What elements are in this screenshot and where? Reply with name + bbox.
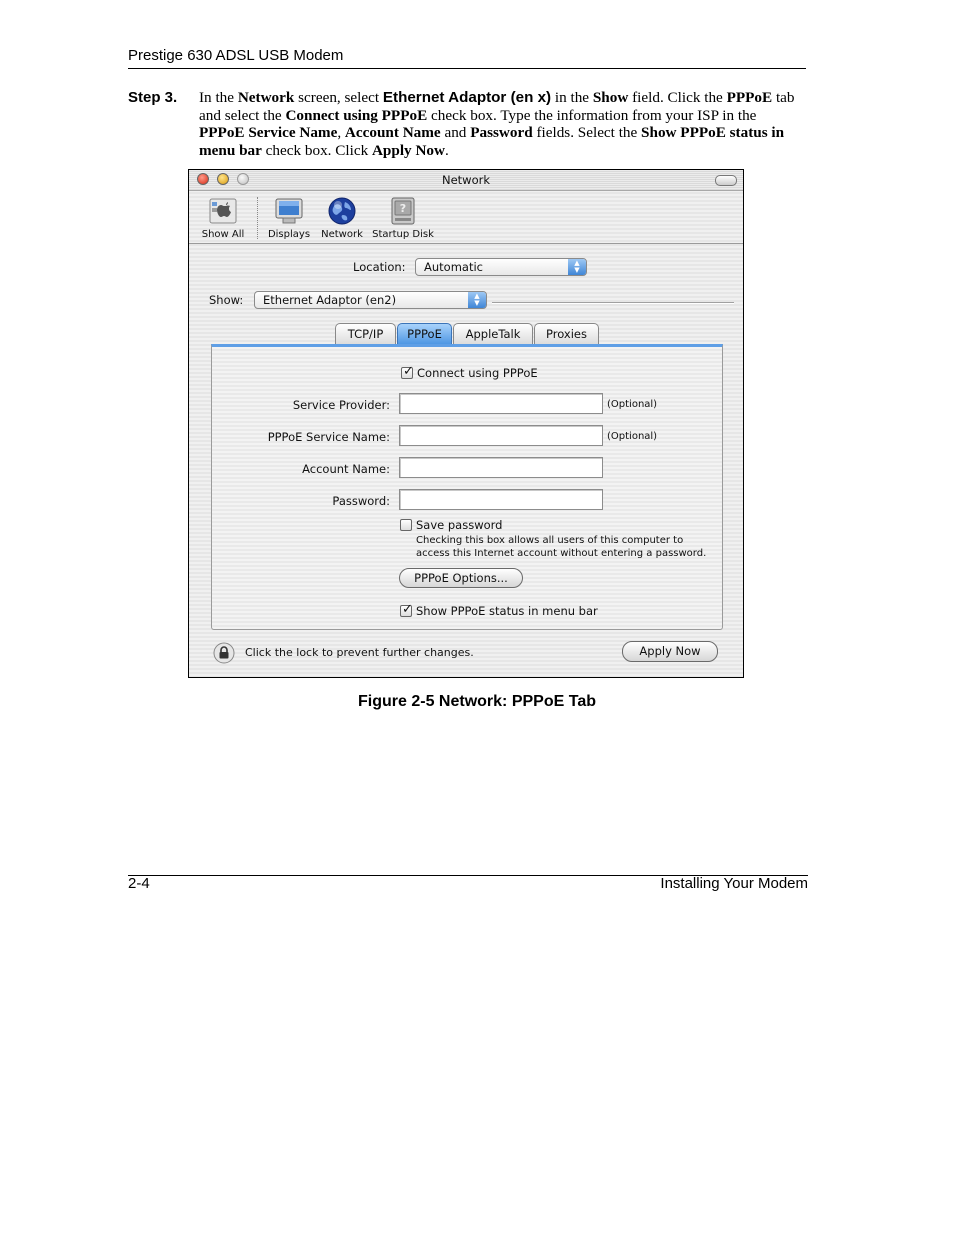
footer-page-number: 2-4 bbox=[128, 875, 150, 892]
step-text-run: , bbox=[337, 124, 345, 141]
connect-checkbox[interactable] bbox=[401, 364, 414, 379]
account-name-input[interactable] bbox=[399, 457, 603, 478]
step-text-run: Apply Now bbox=[371, 141, 445, 159]
toolbar-label: Show All bbox=[201, 229, 245, 240]
toolbar-show-all[interactable] bbox=[195, 196, 251, 240]
step-text-run: Connect using PPPoE bbox=[285, 106, 428, 124]
step-text-run: Show PPPoE status in menu bar bbox=[199, 124, 785, 159]
figure-caption: Figure 2-5 Network: PPPoE Tab bbox=[358, 693, 596, 710]
monitor-icon bbox=[274, 196, 304, 226]
toolbar-separator bbox=[257, 197, 258, 239]
optional-note: (Optional) bbox=[607, 399, 658, 410]
step-text-run: Account Name bbox=[344, 124, 441, 141]
lock-icon[interactable] bbox=[213, 642, 235, 664]
password-input[interactable] bbox=[399, 489, 603, 510]
step-instructions bbox=[199, 89, 805, 159]
pppoe-panel bbox=[211, 344, 723, 630]
step-text-run: Password bbox=[470, 124, 533, 141]
step-text-run: check box. Type the information from your ISP in the bbox=[427, 106, 757, 124]
footer-chapter-title: Installing Your Modem bbox=[660, 875, 808, 892]
step-text-run: field. Click the bbox=[628, 89, 727, 106]
show-popup[interactable] bbox=[254, 291, 487, 309]
step-text-run: Show bbox=[592, 89, 629, 106]
show-status-checkbox[interactable] bbox=[400, 602, 413, 617]
save-password-note-line-2: access this Internet account without entering a password. bbox=[416, 548, 707, 559]
show-label: Show: bbox=[209, 293, 244, 307]
tab-pppoe[interactable]: PPPoE bbox=[397, 323, 452, 344]
checkmark-icon: ✓ bbox=[403, 364, 414, 379]
popup-arrows-icon: ▲ ▼ bbox=[468, 292, 486, 308]
tab-proxies[interactable]: Proxies bbox=[534, 323, 599, 344]
step-text-run: check box. Click bbox=[261, 141, 372, 159]
toolbar bbox=[189, 191, 743, 244]
tab-appletalk[interactable]: AppleTalk bbox=[453, 323, 533, 344]
step-text-run: fields. Select the bbox=[532, 124, 642, 141]
location-label: Location: bbox=[353, 260, 406, 274]
checkmark-icon: ✓ bbox=[402, 602, 413, 617]
toolbar-label: Network bbox=[321, 229, 363, 240]
svg-text:?: ? bbox=[399, 202, 407, 215]
apple-icon bbox=[208, 196, 238, 226]
service-provider-label: Service Provider: bbox=[292, 398, 390, 412]
step-text-run: PPPoE Service Name bbox=[199, 124, 338, 141]
step-text-run: Ethernet Adaptor (en x) bbox=[382, 89, 552, 106]
optional-note: (Optional) bbox=[607, 431, 658, 442]
step-text-run: PPPoE bbox=[726, 89, 773, 106]
step-label: Step 3. bbox=[128, 89, 178, 106]
window-title: Network bbox=[441, 173, 491, 187]
account-name-label: Account Name: bbox=[302, 462, 390, 476]
popup-arrows-icon: ▲ ▼ bbox=[568, 259, 586, 275]
toolbar-startup-disk[interactable] bbox=[371, 196, 435, 240]
step-text-run: and bbox=[440, 124, 471, 141]
step-text-run: screen, select bbox=[294, 89, 383, 106]
toolbar-label: Displays bbox=[267, 229, 311, 240]
location-popup[interactable] bbox=[415, 258, 587, 276]
divider-line bbox=[492, 302, 734, 304]
network-window bbox=[188, 169, 744, 678]
save-password-checkbox[interactable] bbox=[400, 519, 412, 531]
toolbar-toggle-button[interactable] bbox=[715, 175, 737, 186]
apply-now-button[interactable]: Apply Now bbox=[622, 641, 718, 662]
step-text-run: tab and select the bbox=[199, 89, 795, 124]
step-text-run: . bbox=[444, 141, 449, 159]
disk-icon bbox=[388, 196, 418, 226]
title-bar bbox=[189, 170, 743, 191]
lock-text: Click the lock to prevent further changes. bbox=[245, 646, 474, 659]
save-password-note-line-1: Checking this box allows all users of this computer to bbox=[416, 535, 684, 546]
location-value: Automatic bbox=[424, 260, 483, 274]
pppoe-service-name-label: PPPoE Service Name: bbox=[267, 430, 390, 444]
toolbar-label: Startup Disk bbox=[372, 229, 434, 240]
step-text-run: In the bbox=[199, 89, 238, 106]
header-rule bbox=[128, 68, 806, 69]
save-password-label: Save password bbox=[416, 518, 503, 532]
pppoe-service-name-input[interactable] bbox=[399, 425, 603, 446]
tab-tcpip[interactable]: TCP/IP bbox=[335, 323, 396, 344]
toolbar-network[interactable] bbox=[317, 196, 367, 240]
show-status-label: Show PPPoE status in menu bar bbox=[416, 604, 598, 618]
page-header: Prestige 630 ADSL USB Modem bbox=[128, 47, 344, 64]
step-text-run: Network bbox=[237, 89, 295, 106]
globe-icon bbox=[327, 196, 357, 226]
connect-label: Connect using PPPoE bbox=[417, 366, 538, 380]
pppoe-options-button[interactable]: PPPoE Options... bbox=[399, 568, 523, 588]
step-text-run: in the bbox=[551, 89, 593, 106]
toolbar-displays[interactable] bbox=[263, 196, 315, 240]
password-label: Password: bbox=[332, 494, 390, 508]
show-value: Ethernet Adaptor (en2) bbox=[263, 293, 397, 307]
service-provider-input[interactable] bbox=[399, 393, 603, 414]
